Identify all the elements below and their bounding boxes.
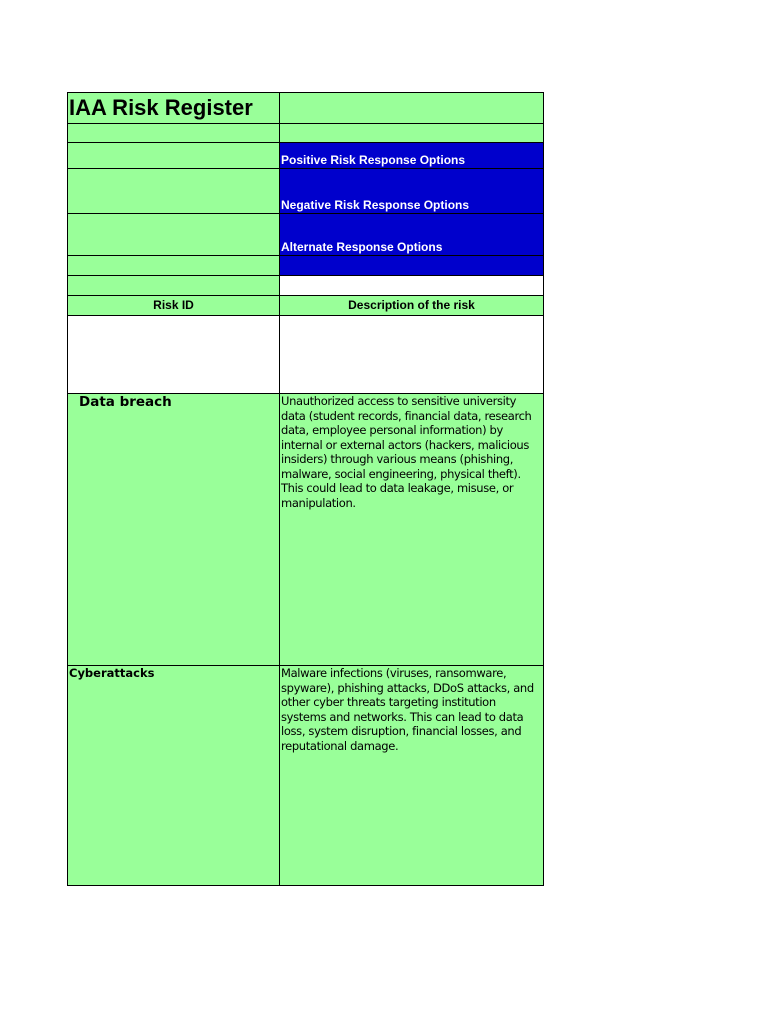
negative-risk-response-options — [279, 168, 544, 214]
risk-id: Data breach — [79, 394, 172, 410]
risk-id-cell — [67, 665, 280, 886]
empty-cell — [279, 315, 544, 394]
empty-cell — [279, 123, 544, 143]
alternate-options-row — [67, 213, 544, 255]
empty-blue-cell — [279, 255, 544, 276]
positive-options-row — [67, 142, 544, 168]
risk-description: Unauthorized access to sensitive university data (student records, financial data, research data, employee personal information) by internal or external actors (hackers, malicious insiders) through various means (phishing, malware, social engineering, physical theft). This could lead to data leakage, misuse, or manipulation. — [281, 394, 532, 510]
empty-cell — [67, 255, 280, 276]
positive-risk-response-options — [279, 142, 544, 169]
risk-id-cell — [67, 393, 280, 666]
positive-options-label: Positive Risk Response Options — [281, 153, 466, 167]
empty-cell — [67, 168, 280, 214]
title-row — [67, 92, 544, 123]
alternate-response-options — [279, 213, 544, 256]
column-header-risk-id: Risk ID — [67, 295, 280, 316]
column-header-row — [67, 295, 544, 315]
table-row — [67, 393, 544, 665]
column-header-description: Description of the risk — [279, 295, 544, 316]
empty-cell — [67, 142, 280, 169]
blank-row — [67, 315, 544, 393]
blank-row — [67, 275, 544, 295]
table-row — [67, 665, 544, 885]
register-title: IAA Risk Register — [67, 92, 280, 124]
empty-cell — [67, 213, 280, 256]
risk-description: Malware infections (viruses, ransomware, spyware), phishing attacks, DDoS attacks, and other cyber threats targeting institution systems and networks. This can lead to data loss, system disruption, financial losses, and reputational damage. — [281, 666, 534, 753]
empty-cell — [67, 275, 280, 296]
risk-id: Cyberattacks — [69, 666, 155, 680]
options-spacer-row — [67, 255, 544, 275]
title-row-empty-cell — [279, 92, 544, 124]
risk-description-cell — [279, 665, 544, 886]
empty-cell — [67, 123, 280, 143]
spacer-row — [67, 123, 544, 142]
alternate-options-label: Alternate Response Options — [281, 240, 443, 254]
risk-register-sheet — [67, 92, 544, 885]
negative-options-row — [67, 168, 544, 213]
risk-description-cell — [279, 393, 544, 666]
empty-cell — [279, 275, 544, 296]
negative-options-label: Negative Risk Response Options — [281, 198, 470, 212]
empty-cell — [67, 315, 280, 394]
